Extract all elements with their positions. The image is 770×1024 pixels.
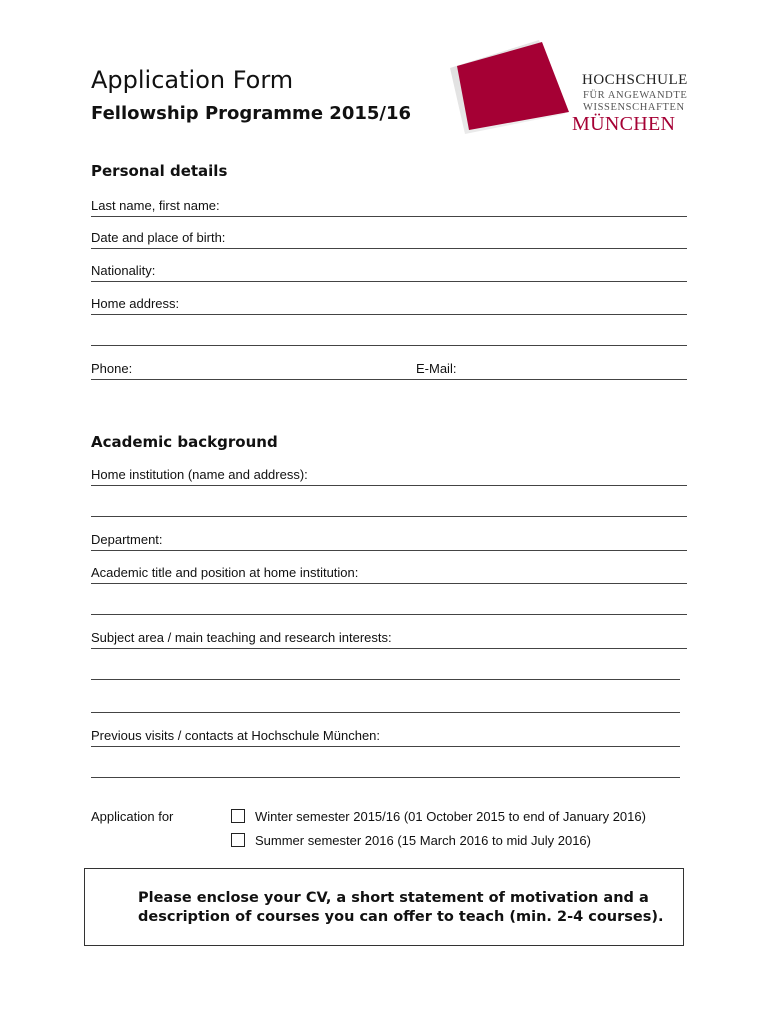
subject-label: Subject area / main teaching and research interests:: [91, 630, 392, 645]
subject-line-3[interactable]: [91, 712, 680, 713]
institution-field[interactable]: [91, 467, 687, 486]
winter-semester-label: Winter semester 2015/16 (01 October 2015 to end of January 2016): [255, 809, 646, 824]
academic-title-label: Academic title and position at home institution:: [91, 565, 359, 580]
logo-line-4: MÜNCHEN: [572, 113, 676, 135]
application-for-label: Application for: [91, 809, 174, 824]
summer-semester-option[interactable]: [231, 833, 591, 849]
address-line-2[interactable]: [91, 345, 687, 346]
name-field[interactable]: [91, 198, 687, 217]
logo-line-3: WISSENSCHAFTEN: [583, 102, 685, 113]
personal-details-heading: Personal details: [91, 162, 228, 180]
summer-semester-checkbox[interactable]: [231, 833, 245, 847]
enclosure-notice: [84, 868, 684, 946]
email-label: E-Mail:: [416, 361, 457, 376]
phone-label: Phone:: [91, 361, 133, 376]
visits-label: Previous visits / contacts at Hochschule München:: [91, 728, 381, 743]
academic-title-line-2[interactable]: [91, 614, 687, 615]
department-field[interactable]: [91, 532, 687, 551]
subject-line-2[interactable]: [91, 679, 680, 680]
notice-line-2: description of courses you can offer to teach (min. 2-4 courses).: [138, 909, 664, 925]
academic-title-field[interactable]: [91, 565, 687, 584]
phone-email-field[interactable]: [91, 361, 687, 380]
academic-background-heading: Academic background: [91, 433, 278, 451]
subject-field[interactable]: [91, 630, 687, 649]
winter-semester-option[interactable]: [231, 809, 646, 825]
institution-label: Home institution (name and address):: [91, 467, 308, 482]
name-label: Last name, first name:: [91, 198, 220, 213]
summer-semester-label: Summer semester 2016 (15 March 2016 to mid July 2016): [255, 833, 591, 848]
notice-line-1: Please enclose your CV, a short statement of motivation and a: [138, 890, 649, 906]
birth-label: Date and place of birth:: [91, 230, 226, 245]
address-label: Home address:: [91, 296, 180, 311]
birth-field[interactable]: [91, 230, 687, 249]
department-label: Department:: [91, 532, 163, 547]
visits-line-2[interactable]: [91, 777, 680, 778]
logo-line-2: FÜR ANGEWANDTE: [583, 90, 688, 101]
nationality-field[interactable]: [91, 263, 687, 282]
page-subtitle: Fellowship Programme 2015/16: [91, 103, 412, 124]
institution-line-2[interactable]: [91, 516, 687, 517]
winter-semester-checkbox[interactable]: [231, 809, 245, 823]
visits-field[interactable]: [91, 728, 680, 747]
logo-line-1: HOCHSCHULE: [582, 72, 688, 88]
nationality-label: Nationality:: [91, 263, 156, 278]
address-field[interactable]: [91, 296, 687, 315]
page-title: Application Form: [91, 66, 294, 94]
